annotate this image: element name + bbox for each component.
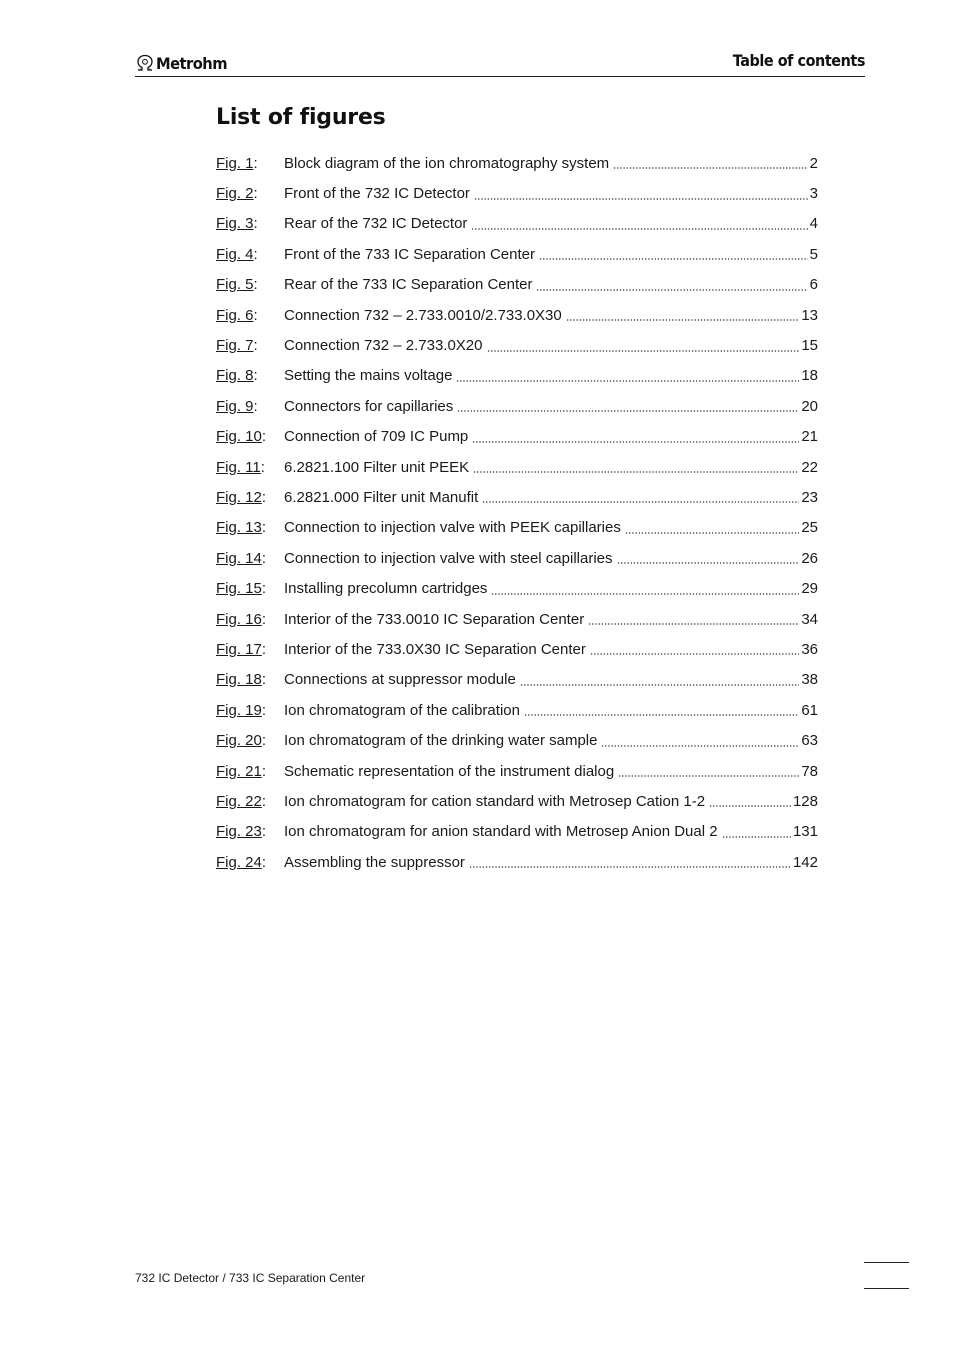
dot-leader [539,258,808,260]
figure-title: Ion chromatogram for anion standard with Metrosep Anion Dual 2 [284,823,718,841]
page-number: 61 [801,701,818,719]
dot-leader [613,167,808,169]
page-number: 63 [801,732,818,750]
figure-ref-separator: : [261,732,267,750]
dot-leader [566,319,800,321]
figure-ref-separator: : [260,458,265,476]
figure-title: Ion chromatogram of the drinking water sample [284,732,598,750]
figure-link[interactable]: Fig. 19 [216,701,262,719]
page-number: 3 [809,185,818,203]
list-item [216,604,818,634]
figure-link[interactable]: Fig. 7 [216,337,254,355]
page-number: 21 [801,428,818,446]
figure-link[interactable]: Fig. 2 [216,185,254,203]
dot-leader [473,471,799,473]
list-item [216,239,818,269]
page-number: 18 [801,367,818,385]
page-number: 22 [801,458,818,476]
figure-title: Connection to injection valve with steel capillaries [284,549,613,567]
list-item [216,300,818,330]
page-number: 36 [801,640,818,658]
figure-title: 6.2821.100 Filter unit PEEK [284,458,470,476]
figure-ref [216,489,284,506]
dot-leader [469,866,791,868]
figure-title: Rear of the 733 IC Separation Center [284,276,533,294]
figure-ref-separator: : [253,154,258,172]
figure-title: Setting the mains voltage [284,367,453,385]
figure-ref [216,276,284,293]
figure-ref-separator: : [261,823,267,841]
figure-ref-separator: : [261,488,267,506]
figure-ref [216,641,284,658]
list-item [216,665,818,695]
figure-link[interactable]: Fig. 15 [216,580,262,598]
page-number: 29 [801,580,818,598]
figure-title: Schematic representation of the instrument dialog [284,762,615,780]
figure-ref-separator: : [261,762,267,780]
figure-link[interactable]: Fig. 8 [216,367,254,385]
page-header [135,48,865,77]
list-item [216,361,818,391]
dot-leader [601,745,799,747]
figure-title: Connection of 709 IC Pump [284,428,469,446]
list-item [216,847,818,877]
page-number: 23 [801,488,818,506]
dot-leader [588,623,799,625]
dot-leader [491,593,799,595]
figure-ref-separator: : [253,397,258,415]
dot-leader [474,198,808,200]
dot-leader [590,653,799,655]
figure-title: Ion chromatogram of the calibration [284,701,520,719]
page-number: 131 [792,823,818,841]
list-item [216,452,818,482]
figure-list [216,148,818,877]
metrohm-logo [135,52,233,74]
page-number: 128 [792,792,818,810]
figure-ref-separator: : [253,185,258,203]
list-item [216,725,818,755]
omega-icon [135,54,155,72]
figure-ref [216,337,284,354]
figure-link[interactable]: Fig. 21 [216,762,262,780]
list-item [216,391,818,421]
figure-link[interactable]: Fig. 6 [216,306,254,324]
page-number: 20 [801,397,818,415]
list-item [216,209,818,239]
figure-title: Interior of the 733.0010 IC Separation Center [284,610,585,628]
figure-ref [216,428,284,445]
dot-leader [709,805,791,807]
page-number: 34 [801,610,818,628]
figure-link[interactable]: Fig. 3 [216,215,254,233]
figure-ref-separator: : [261,519,267,537]
figure-title: Rear of the 732 IC Detector [284,215,468,233]
list-item [216,513,818,543]
figure-link[interactable]: Fig. 11 [216,458,261,476]
page-number: 26 [801,549,818,567]
figure-link[interactable]: Fig. 22 [216,792,262,810]
list-item [216,330,818,360]
figure-ref [216,854,284,871]
figure-link[interactable]: Fig. 1 [216,154,254,172]
figure-ref [216,580,284,597]
figure-link[interactable]: Fig. 23 [216,823,262,841]
list-item [216,270,818,300]
figure-ref-separator: : [253,367,258,385]
figure-title: Front of the 733 IC Separation Center [284,245,535,263]
dot-leader [520,684,800,686]
figure-ref [216,155,284,172]
figure-ref [216,793,284,810]
figure-link[interactable]: Fig. 12 [216,488,262,506]
figure-ref [216,185,284,202]
figure-link[interactable]: Fig. 13 [216,519,262,537]
figure-title: Connectors for capillaries [284,397,454,415]
dot-leader [487,350,800,352]
figure-ref [216,702,284,719]
footer-text: 732 IC Detector / 733 IC Separation Center [135,1271,366,1285]
page-number: 78 [801,762,818,780]
figure-ref-separator: : [261,701,267,719]
figure-ref-separator: : [253,337,258,355]
figure-ref-separator: : [261,580,267,598]
figure-link[interactable]: Fig. 16 [216,610,262,628]
figure-ref [216,246,284,263]
dot-leader [524,714,799,716]
figure-ref [216,519,284,536]
brand-name: Metrohm [156,53,227,73]
dot-leader [456,380,799,382]
list-item [216,756,818,786]
figure-ref [216,823,284,840]
dot-leader [722,836,791,838]
figure-ref-separator: : [253,215,258,233]
figure-ref-separator: : [253,276,258,294]
page-number: 6 [809,276,818,294]
page-number: 2 [809,154,818,172]
figure-title: Connections at suppressor module [284,671,516,689]
figure-title: Connection 732 – 2.733.0010/2.733.0X30 [284,306,562,324]
list-item [216,482,818,512]
figure-ref-separator: : [261,610,267,628]
figure-title: Block diagram of the ion chromatography system [284,154,610,172]
figure-ref [216,215,284,232]
figure-ref [216,398,284,415]
figure-title: Assembling the suppressor [284,853,465,871]
list-item [216,148,818,178]
figure-link[interactable]: Fig. 5 [216,276,254,294]
figure-ref [216,307,284,324]
figure-ref-separator: : [261,549,267,567]
list-item [216,817,818,847]
figure-link[interactable]: Fig. 17 [216,640,262,658]
figure-link[interactable]: Fig. 20 [216,732,262,750]
dot-leader [617,562,800,564]
figure-ref [216,459,284,476]
dot-leader [472,441,799,443]
figure-link[interactable]: Fig. 18 [216,671,262,689]
figure-ref [216,367,284,384]
figure-title: Connection 732 – 2.733.0X20 [284,337,483,355]
list-item [216,573,818,603]
list-item [216,695,818,725]
figure-link[interactable]: Fig. 10 [216,428,262,446]
dot-leader [618,775,799,777]
figure-title: Installing precolumn cartridges [284,580,488,598]
dot-leader [625,532,799,534]
list-item [216,543,818,573]
figure-link[interactable]: Fig. 14 [216,549,262,567]
figure-ref [216,671,284,688]
dot-leader [482,501,799,503]
page-number: 5 [809,245,818,263]
footer-rule-top [864,1262,909,1263]
page-number: 142 [792,853,818,871]
list-item [216,422,818,452]
figure-ref-separator: : [261,792,267,810]
page-number: 15 [801,337,818,355]
figure-ref-separator: : [261,640,267,658]
page-number: 38 [801,671,818,689]
figure-ref [216,763,284,780]
figure-title: Front of the 732 IC Detector [284,185,470,203]
page-number: 4 [809,215,818,233]
figure-ref-separator: : [253,245,258,263]
section-title: Table of contents [732,51,865,70]
figure-ref-separator: : [261,671,267,689]
page-number: 13 [801,306,818,324]
figure-ref-separator: : [261,853,267,871]
footer-rule-bottom [864,1288,909,1289]
figure-title: Connection to injection valve with PEEK capillaries [284,519,621,537]
list-item [216,178,818,208]
figure-ref [216,550,284,567]
figure-link[interactable]: Fig. 4 [216,245,254,263]
dot-leader [457,410,799,412]
figure-link[interactable]: Fig. 24 [216,853,262,871]
dot-leader [471,228,807,230]
figure-ref-separator: : [261,428,267,446]
dot-leader [536,289,807,291]
figure-title: Interior of the 733.0X30 IC Separation Center [284,640,586,658]
page-title: List of figures [216,105,386,130]
figure-title: 6.2821.000 Filter unit Manufit [284,488,479,506]
figure-ref-separator: : [253,306,258,324]
figure-ref [216,611,284,628]
figure-ref [216,732,284,749]
list-item [216,634,818,664]
figure-title: Ion chromatogram for cation standard with Metrosep Cation 1-2 [284,792,706,810]
list-item [216,786,818,816]
figure-link[interactable]: Fig. 9 [216,397,254,415]
page-number: 25 [801,519,818,537]
